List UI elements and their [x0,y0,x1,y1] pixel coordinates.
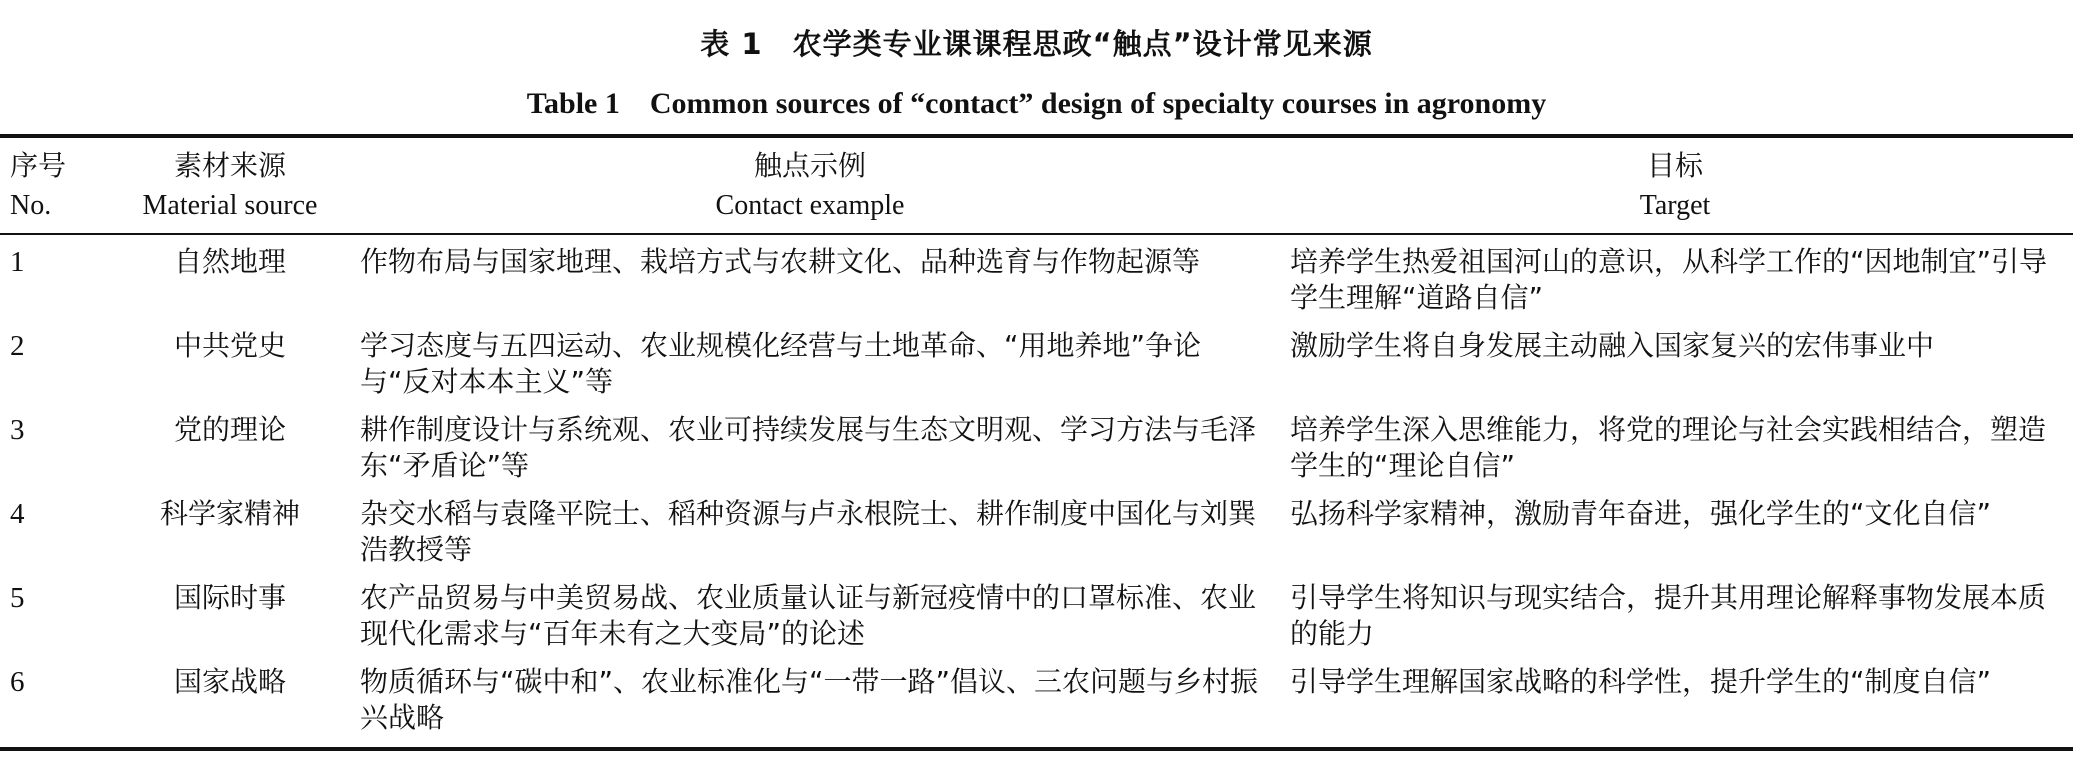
material-source: 国际时事 [173,581,286,614]
target: 引导学生将知识与现实结合，提升其用理论解释事物发展本质的能力 [1290,581,2047,650]
row-number: 5 [10,582,25,614]
target: 激励学生将自身发展主动融入国家复兴的宏伟事业中 [1290,329,1935,362]
table-row [0,496,2073,580]
table-row [0,412,2073,496]
table-row [0,244,2073,328]
contact-example: 物质循环与“碳中和”、农业标准化与“一带一路”倡议、三农问题与乡村振兴战略 [360,665,1259,734]
target: 培养学生深入思维能力，将党的理论与社会实践相结合，塑造学生的“理论自信” [1290,413,2047,482]
header-material-source-en: Material source [142,190,318,221]
table-bottom-rule [0,747,2073,751]
header-no [10,146,110,226]
table-header-rule [0,233,2073,235]
material-source: 中共党史 [173,329,286,362]
row-number: 2 [10,330,25,362]
target: 培养学生热爱祖国河山的意识，从科学工作的“因地制宜”引导学生理解“道路自信” [1290,245,2048,314]
contact-example: 农产品贸易与中美贸易战、农业质量认证与新冠疫情中的口罩标准、农业现代化需求与“百年未有之大变局”的论述 [360,581,1257,650]
contact-example: 耕作制度设计与系统观、农业可持续发展与生态文明观、学习方法与毛泽东“矛盾论”等 [360,413,1257,482]
table-top-rule [0,134,2073,138]
header-no-en: No. [10,190,52,221]
header-no-cn: 序号 [10,149,67,182]
header-target-en: Target [1639,190,1711,221]
row-number: 4 [10,498,25,530]
header-target-cn: 目标 [1646,149,1703,182]
row-number: 1 [10,246,25,278]
material-source: 党的理论 [173,413,286,446]
contact-example: 杂交水稻与袁隆平院士、稻种资源与卢永根院士、耕作制度中国化与刘巽浩教授等 [360,497,1257,566]
header-material-source [120,146,340,226]
table-row [0,664,2073,748]
contact-example: 学习态度与五四运动、农业规模化经营与土地革命、“用地养地”争论与“反对本本主义”等 [360,329,1202,398]
header-contact-example [360,146,1260,226]
header-material-source-cn: 素材来源 [173,149,286,182]
target: 引导学生理解国家战略的科学性，提升学生的“制度自信” [1290,665,1992,698]
contact-example: 作物布局与国家地理、栽培方式与农耕文化、品种选育与作物起源等 [360,245,1201,278]
row-number: 3 [10,414,25,446]
header-target [1290,146,2060,226]
table-caption-cn: 表 1 农学类专业课课程思政“触点”设计常见来源 [700,27,1373,61]
table-row [0,580,2073,664]
table-caption-en: Table 1 Common sources of “contact” design of specialty courses in agronomy [526,87,1547,120]
row-number: 6 [10,666,25,698]
material-source: 自然地理 [173,245,286,278]
target: 弘扬科学家精神，激励青年奋进，强化学生的“文化自信” [1290,497,1992,530]
material-source: 国家战略 [173,665,286,698]
header-contact-example-cn: 触点示例 [753,149,866,182]
material-source: 科学家精神 [159,497,300,530]
header-contact-example-en: Contact example [715,190,905,221]
table-row [0,328,2073,412]
